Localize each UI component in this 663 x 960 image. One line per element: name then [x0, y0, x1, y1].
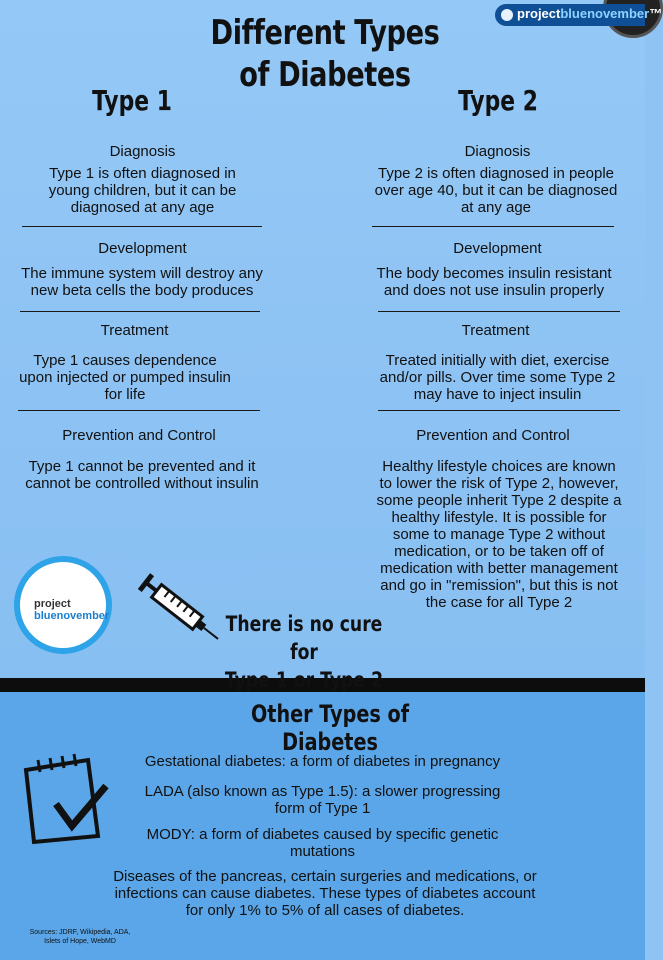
- other-types-title: Other Types of Diabetes: [250, 700, 410, 756]
- type2-divider-3: [378, 410, 620, 411]
- brand-dot-icon: [501, 9, 513, 21]
- type1-divider-1: [22, 226, 262, 227]
- lada-text: LADA (also known as Type 1.5): a slower progressing form of Type 1: [144, 783, 501, 817]
- checklist-icon: [18, 752, 108, 844]
- type2-divider-2: [378, 311, 620, 312]
- brand-text: projectbluenovember™: [517, 6, 663, 21]
- type2-prevention-text: Healthy lifestyle choices are known to lower the risk of Type 2, however, some people inherit Type 2 despite a healthy lifestyle. It is possible for some to manage Type 2 without medication, or to be taken off of medication with better management and go in "remission", but this is not the case for all Type 2: [376, 458, 622, 611]
- type1-development-text: The immune system will destroy any new beta cells the body produces: [21, 265, 263, 299]
- type1-prevention-text: Type 1 cannot be prevented and it cannot be controlled without insulin: [25, 458, 259, 492]
- sources-text: Sources: JDRF, Wikipedia, ADA, Islets of Hope, WebMD: [29, 929, 131, 945]
- type2-divider-1: [372, 226, 614, 227]
- type2-prevention-label: Prevention and Control: [416, 427, 570, 444]
- gestational-text: Gestational diabetes: a form of diabetes in pregnancy: [144, 753, 501, 770]
- type1-treatment-text: Type 1 causes dependence upon injected or pumped insulin for life: [19, 352, 231, 403]
- type2-diagnosis-label: Diagnosis: [464, 143, 531, 160]
- page-title: Different Types of Diabetes: [210, 13, 440, 95]
- type2-development-label: Development: [453, 240, 542, 257]
- type1-diagnosis-label: Diagnosis: [109, 143, 176, 160]
- type1-development-label: Development: [98, 240, 187, 257]
- type2-treatment-label: Treatment: [461, 322, 530, 339]
- badge-line-2: bluenovember: [34, 610, 110, 622]
- type2-development-text: The body becomes insulin resistant and does not use insulin properly: [376, 265, 612, 299]
- other-causes-text: Diseases of the pancreas, certain surgeries and medications, or infections can cause diabetes. These types of diabetes account for only 1% to 5% of all cases of diabetes.: [113, 868, 537, 919]
- type1-heading: Type 1: [92, 84, 172, 117]
- syringe-icon: [136, 570, 226, 650]
- project-bluenovember-badge: [14, 556, 112, 654]
- mody-text: MODY: a form of diabetes caused by specific genetic mutations: [146, 826, 499, 860]
- type1-divider-3: [18, 410, 260, 411]
- type2-heading: Type 2: [458, 84, 538, 117]
- type1-treatment-label: Treatment: [100, 322, 169, 339]
- no-cure-text: There is no cure for Type 1 or Type 2: [224, 612, 384, 692]
- type1-prevention-label: Prevention and Control: [62, 427, 216, 444]
- type1-divider-2: [20, 311, 260, 312]
- type2-treatment-text: Treated initially with diet, exercise and/or pills. Over time some Type 2 may have to inject insulin: [379, 352, 616, 403]
- brand-logo-top[interactable]: [495, 0, 663, 30]
- type2-diagnosis-text: Type 2 is often diagnosed in people over age 40, but it can be diagnosed at any age: [374, 165, 618, 216]
- type1-diagnosis-text: Type 1 is often diagnosed in young children, but it can be diagnosed at any age: [48, 165, 237, 216]
- badge-line-1: project: [34, 598, 71, 610]
